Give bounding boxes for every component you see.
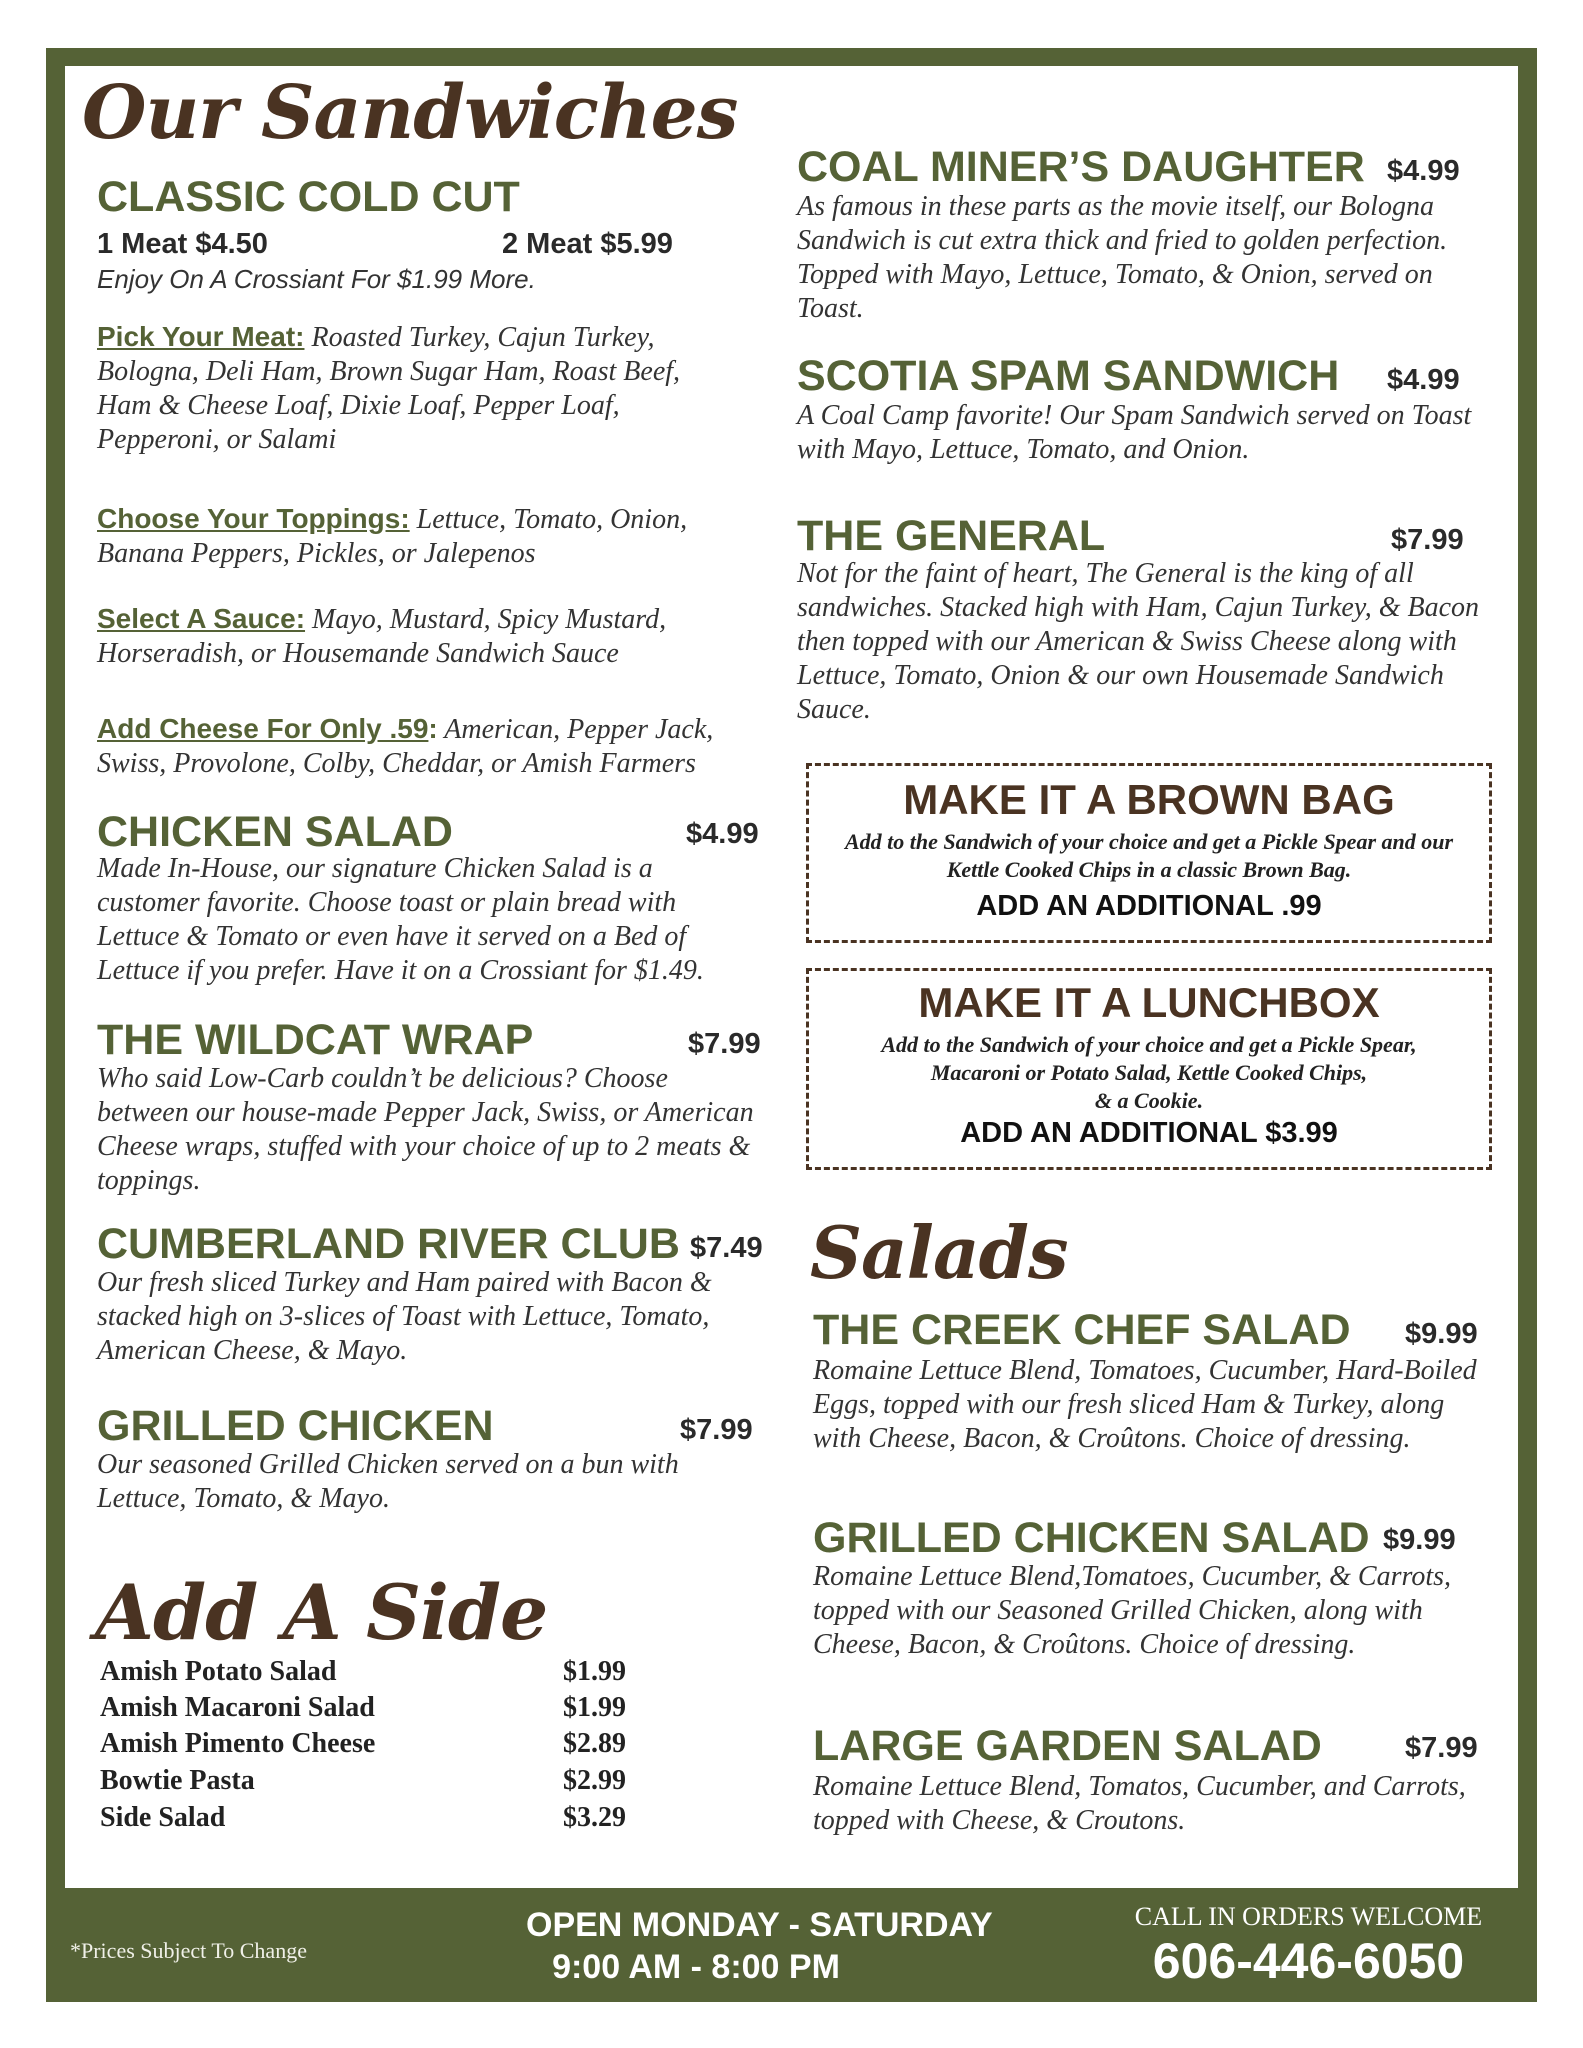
side-price: $1.99 bbox=[563, 1692, 626, 1723]
toppings-text: Lettuce, Tomato, Onion, Banana Peppers, Pickles, or Jalepenos bbox=[97, 504, 688, 569]
item-description: Who said Low-Carb couldn’t be delicious? Choose between our house-made Pepper Jack, Swiss, or American Cheese wraps, stuffed with your choice of up to 2 meats & toppings. bbox=[97, 1063, 754, 1196]
salad-description: Romaine Lettuce Blend,Tomatoes, Cucumber, & Carrots, topped with our Seasoned Grilled Chicken, along with Cheese, Bacon, & Croûtons. Choice of dressing. bbox=[813, 1561, 1452, 1660]
lunchbox-title: MAKE IT A LUNCHBOX bbox=[918, 979, 1380, 1026]
brown-bag-add-price: ADD AN ADDITIONAL .99 bbox=[976, 890, 1322, 922]
cheese-label: Add Cheese For Only .59 bbox=[97, 713, 429, 744]
item-name: CUMBERLAND RIVER CLUB bbox=[97, 1220, 680, 1268]
sandwiches-heading: Our Sandwiches bbox=[82, 70, 738, 156]
item-price: $7.49 bbox=[690, 1232, 763, 1264]
item-name: COAL MINER’S DAUGHTER bbox=[797, 143, 1365, 191]
brown-bag-title: MAKE IT A BROWN BAG bbox=[903, 776, 1395, 823]
side-price: $1.99 bbox=[563, 1656, 626, 1687]
item-description: Not for the faint of heart, The General is the king of all sandwiches. Stacked high with Ham, Cajun Turkey, & Bacon then topped with our American & Swiss Cheese along with Lettuce, Tomato, Onion & our own Housemade Sandwich Sauce. bbox=[797, 558, 1480, 725]
item-price: $7.99 bbox=[1391, 524, 1464, 556]
phone-number[interactable]: 606-446-6050 bbox=[1152, 1933, 1465, 1989]
lunchbox-text-line: & a Cookie. bbox=[1094, 1088, 1204, 1113]
lunchbox-text-line: Macaroni or Potato Salad, Kettle Cooked Chips, bbox=[930, 1060, 1368, 1085]
croissant-note: Enjoy On A Crossiant For $1.99 More. bbox=[97, 264, 536, 294]
salad-description: Romaine Lettuce Blend, Tomatoes, Cucumber, Hard-Boiled Eggs, topped with our fresh sliced Ham & Turkey, along with Cheese, Bacon, & Croûtons. Choice of dressing. bbox=[813, 1355, 1477, 1454]
side-price: $2.99 bbox=[563, 1765, 626, 1796]
item-name: CHICKEN SALAD bbox=[97, 808, 453, 856]
pick-meat-text: Roasted Turkey, Cajun Turkey, Bologna, Deli Ham, Brown Sugar Ham, Roast Beef, Ham & Cheese Loaf, Dixie Loaf, Pepper Loaf, Pepperoni, or Salami bbox=[97, 322, 681, 455]
salads-heading: Salads bbox=[810, 1210, 1068, 1295]
lunchbox-add-price: ADD AN ADDITIONAL $3.99 bbox=[960, 1117, 1338, 1149]
item-price: $4.99 bbox=[1387, 364, 1460, 396]
sauce-label: Select A Sauce: bbox=[97, 603, 306, 634]
hours-days: OPEN MONDAY - SATURDAY bbox=[526, 1906, 993, 1944]
toppings-block bbox=[97, 502, 737, 571]
item-name: GRILLED CHICKEN bbox=[97, 1402, 494, 1450]
salad-name: GRILLED CHICKEN SALAD bbox=[813, 1514, 1370, 1562]
item-name: SCOTIA SPAM SANDWICH bbox=[797, 352, 1340, 400]
hours-times: 9:00 AM - 8:00 PM bbox=[552, 1948, 840, 1986]
item-price: $7.99 bbox=[680, 1414, 753, 1446]
toppings-label: Choose Your Toppings: bbox=[97, 503, 410, 534]
salad-name: LARGE GARDEN SALAD bbox=[813, 1722, 1322, 1770]
side-name: Amish Potato Salad bbox=[100, 1656, 337, 1687]
side-price: $2.89 bbox=[563, 1728, 626, 1759]
classic-cold-cut-title: CLASSIC COLD CUT bbox=[97, 173, 520, 221]
hours-block bbox=[526, 1904, 993, 1988]
item-price: $4.99 bbox=[686, 818, 759, 850]
item-price: $7.99 bbox=[688, 1028, 761, 1060]
item-name: THE WILDCAT WRAP bbox=[97, 1016, 534, 1064]
item-name: THE GENERAL bbox=[797, 512, 1106, 560]
salad-description: Romaine Lettuce Blend, Tomatos, Cucumber, and Carrots, topped with Cheese, & Croutons. bbox=[813, 1771, 1466, 1836]
brown-bag-text: Add to the Sandwich of your choice and get a Pickle Spear and our Kettle Cooked Chips in a classic Brown Bag. bbox=[844, 829, 1454, 882]
one-meat-price: 1 Meat $4.50 bbox=[97, 228, 268, 260]
salad-price: $7.99 bbox=[1405, 1732, 1478, 1764]
prices-disclaimer: *Prices Subject To Change bbox=[70, 1938, 307, 1963]
item-description: Our fresh sliced Turkey and Ham paired with Bacon & stacked high on 3-slices of Toast with Lettuce, Tomato, American Cheese, & Mayo. bbox=[97, 1267, 712, 1366]
side-name: Side Salad bbox=[100, 1802, 226, 1833]
call-in-label: CALL IN ORDERS WELCOME bbox=[1134, 1902, 1483, 1931]
item-description: A Coal Camp favorite! Our Spam Sandwich served on Toast with Mayo, Lettuce, Tomato, and Onion. bbox=[797, 400, 1472, 465]
item-description: As famous in these parts as the movie itself, our Bologna Sandwich is cut extra thick and fried to golden perfection. Topped with Mayo, Lettuce, Tomato, & Onion, served on Toast. bbox=[797, 191, 1448, 324]
side-name: Amish Pimento Cheese bbox=[100, 1728, 376, 1759]
cheese-block bbox=[97, 712, 737, 781]
sides-heading: Add A Side bbox=[95, 1568, 548, 1657]
lunchbox-box bbox=[806, 968, 1492, 1170]
salad-price: $9.99 bbox=[1405, 1318, 1478, 1350]
side-name: Bowtie Pasta bbox=[100, 1765, 255, 1796]
salad-price: $9.99 bbox=[1383, 1524, 1456, 1556]
lunchbox-text-line: Add to the Sandwich of your choice and get a Pickle Spear, bbox=[881, 1032, 1417, 1057]
item-description: Made In-House, our signature Chicken Salad is a customer favorite. Choose toast or plain bread with Lettuce & Tomato or even have it served on a Bed of Lettuce if you prefer. Have it on a Crossiant for $1.49. bbox=[97, 853, 704, 986]
pick-meat-block bbox=[97, 320, 737, 457]
item-price: $4.99 bbox=[1387, 155, 1460, 187]
side-price: $3.29 bbox=[563, 1802, 626, 1833]
sauce-block bbox=[97, 602, 737, 671]
side-name: Amish Macaroni Salad bbox=[100, 1692, 375, 1723]
cheese-text: American, Pepper Jack, Swiss, Provolone, Colby, Cheddar, or Amish Farmers bbox=[97, 714, 714, 779]
footer-bar bbox=[46, 1888, 1537, 2002]
sauce-text: Mayo, Mustard, Spicy Mustard, Horseradish, or Housemande Sandwich Sauce bbox=[97, 604, 667, 669]
cheese-colon: : bbox=[428, 713, 438, 744]
pick-meat-label: Pick Your Meat: bbox=[97, 321, 305, 352]
brown-bag-box bbox=[806, 763, 1492, 943]
two-meat-price: 2 Meat $5.99 bbox=[502, 228, 673, 260]
salad-name: THE CREEK CHEF SALAD bbox=[813, 1306, 1351, 1354]
item-description: Our seasoned Grilled Chicken served on a bun with Lettuce, Tomato, & Mayo. bbox=[97, 1449, 679, 1514]
